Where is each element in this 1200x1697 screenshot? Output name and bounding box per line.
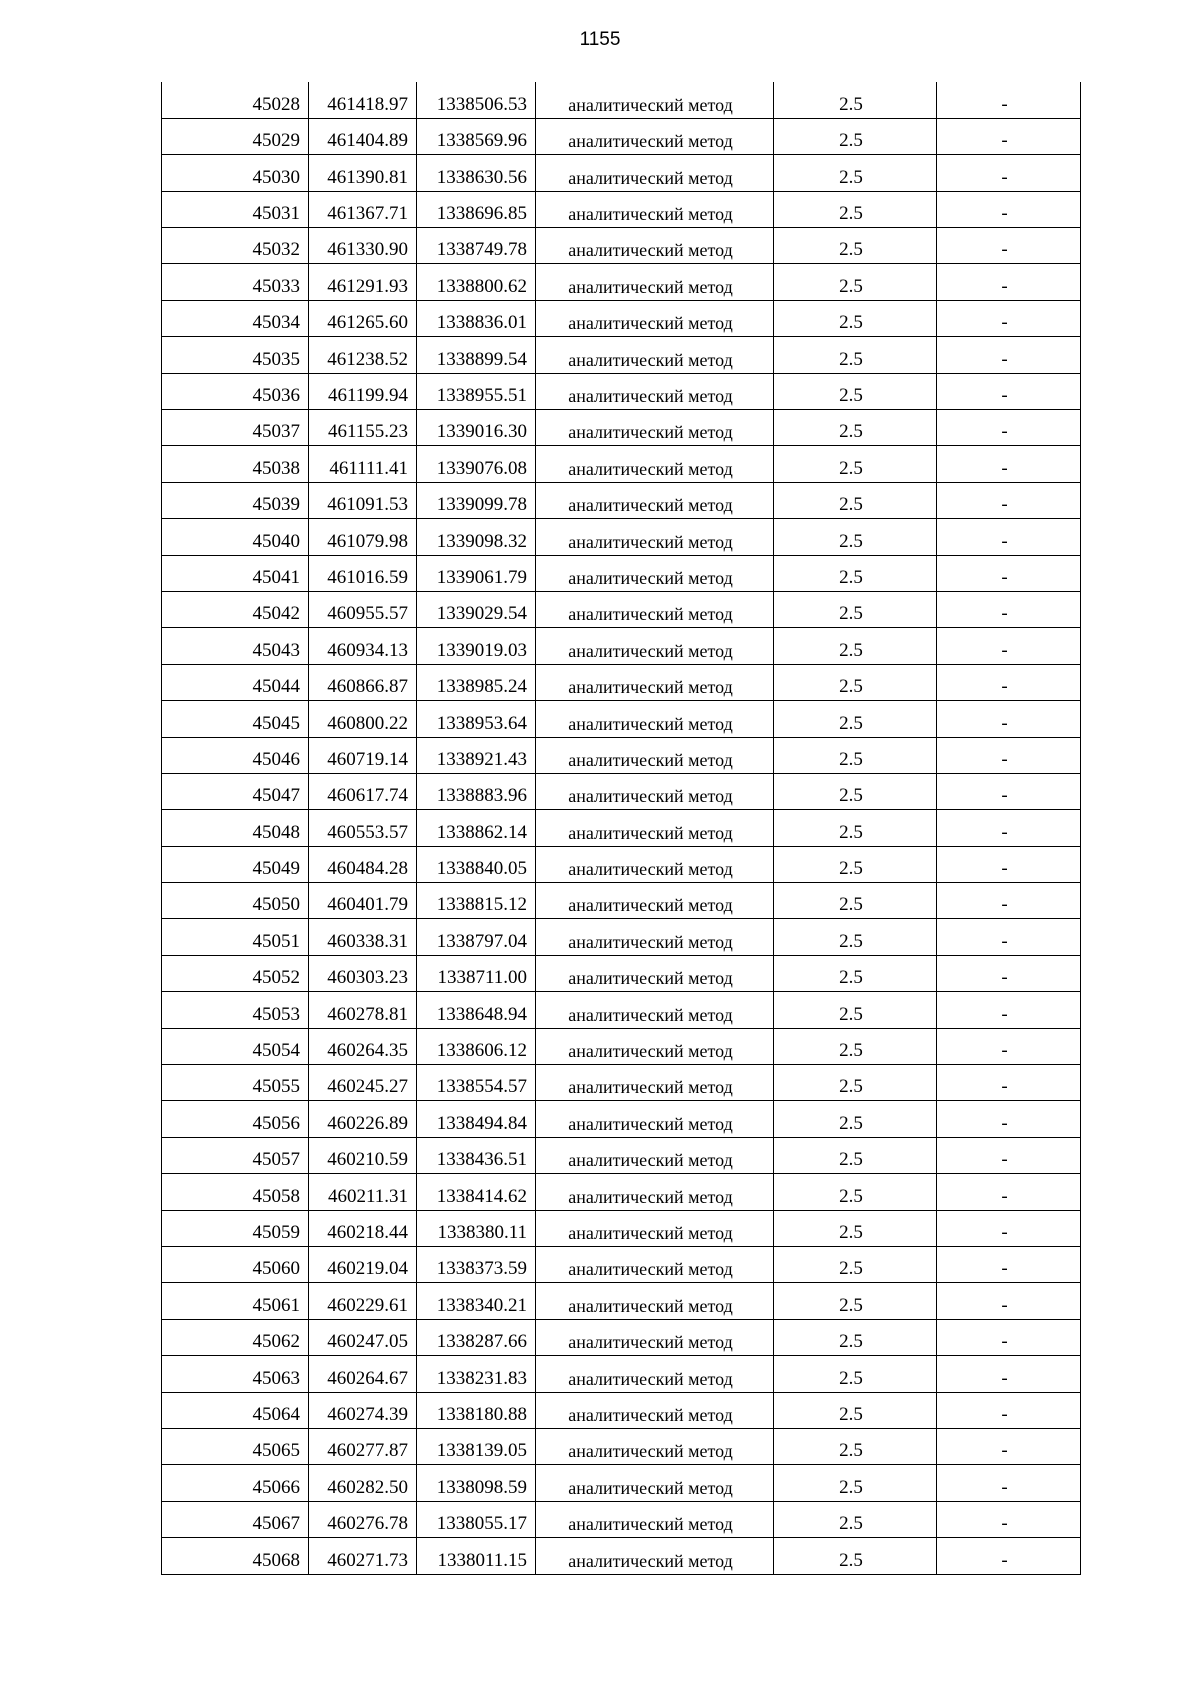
note-cell: - [937,664,1081,700]
y-coordinate-cell: 1338836.01 [417,300,536,336]
accuracy-cell: 2.5 [774,337,937,373]
x-coordinate-cell: 460264.67 [309,1356,417,1392]
table-row [162,228,1081,264]
accuracy-cell: 2.5 [774,1283,937,1319]
accuracy-cell: 2.5 [774,846,937,882]
note-cell: - [937,919,1081,955]
y-coordinate-cell: 1338373.59 [417,1247,536,1283]
y-coordinate-cell: 1338340.21 [417,1283,536,1319]
method-cell: аналитический метод [536,628,774,664]
note-cell: - [937,1319,1081,1355]
method-cell: аналитический метод [536,1356,774,1392]
x-coordinate-cell: 460338.31 [309,919,417,955]
y-coordinate-cell: 1338797.04 [417,919,536,955]
note-cell: - [937,300,1081,336]
x-coordinate-cell: 460276.78 [309,1501,417,1537]
x-coordinate-cell: 460226.89 [309,1101,417,1137]
note-cell: - [937,1028,1081,1064]
note-cell: - [937,810,1081,846]
point-number-cell: 45067 [162,1501,309,1537]
x-coordinate-cell: 460218.44 [309,1210,417,1246]
x-coordinate-cell: 460210.59 [309,1137,417,1173]
method-cell: аналитический метод [536,519,774,555]
point-number-cell: 45032 [162,228,309,264]
y-coordinate-cell: 1338815.12 [417,883,536,919]
table-row [162,628,1081,664]
y-coordinate-cell: 1339076.08 [417,446,536,482]
page-number: 1155 [579,29,621,50]
method-cell: аналитический метод [536,810,774,846]
method-cell: аналитический метод [536,701,774,737]
note-cell: - [937,1538,1081,1574]
point-number-cell: 45065 [162,1428,309,1464]
x-coordinate-cell: 461418.97 [309,82,417,118]
note-cell: - [937,1174,1081,1210]
table-row [162,810,1081,846]
x-coordinate-cell: 461291.93 [309,264,417,300]
x-coordinate-cell: 460278.81 [309,992,417,1028]
y-coordinate-cell: 1339029.54 [417,591,536,627]
accuracy-cell: 2.5 [774,155,937,191]
x-coordinate-cell: 460211.31 [309,1174,417,1210]
x-coordinate-cell: 461367.71 [309,191,417,227]
method-cell: аналитический метод [536,373,774,409]
table-row [162,519,1081,555]
y-coordinate-cell: 1338800.62 [417,264,536,300]
method-cell: аналитический метод [536,955,774,991]
point-number-cell: 45053 [162,992,309,1028]
accuracy-cell: 2.5 [774,1538,937,1574]
accuracy-cell: 2.5 [774,919,937,955]
point-number-cell: 45068 [162,1538,309,1574]
point-number-cell: 45055 [162,1065,309,1101]
accuracy-cell: 2.5 [774,118,937,154]
table-row [162,482,1081,518]
method-cell: аналитический метод [536,482,774,518]
x-coordinate-cell: 460274.39 [309,1392,417,1428]
y-coordinate-cell: 1338606.12 [417,1028,536,1064]
accuracy-cell: 2.5 [774,1356,937,1392]
y-coordinate-cell: 1338711.00 [417,955,536,991]
y-coordinate-cell: 1338554.57 [417,1065,536,1101]
table-row [162,1283,1081,1319]
x-coordinate-cell: 460219.04 [309,1247,417,1283]
point-number-cell: 45041 [162,555,309,591]
table-row [162,1465,1081,1501]
accuracy-cell: 2.5 [774,555,937,591]
y-coordinate-cell: 1339098.32 [417,519,536,555]
x-coordinate-cell: 461330.90 [309,228,417,264]
point-number-cell: 45048 [162,810,309,846]
note-cell: - [937,1392,1081,1428]
accuracy-cell: 2.5 [774,955,937,991]
note-cell: - [937,628,1081,664]
method-cell: аналитический метод [536,555,774,591]
y-coordinate-cell: 1338630.56 [417,155,536,191]
coordinates-table-body [162,82,1081,1574]
y-coordinate-cell: 1338098.59 [417,1465,536,1501]
method-cell: аналитический метод [536,264,774,300]
x-coordinate-cell: 461404.89 [309,118,417,154]
table-row [162,591,1081,627]
note-cell: - [937,446,1081,482]
point-number-cell: 45063 [162,1356,309,1392]
x-coordinate-cell: 461091.53 [309,482,417,518]
point-number-cell: 45030 [162,155,309,191]
point-number-cell: 45038 [162,446,309,482]
x-coordinate-cell: 460484.28 [309,846,417,882]
x-coordinate-cell: 460229.61 [309,1283,417,1319]
note-cell: - [937,955,1081,991]
accuracy-cell: 2.5 [774,1319,937,1355]
method-cell: аналитический метод [536,1065,774,1101]
x-coordinate-cell: 461155.23 [309,410,417,446]
note-cell: - [937,155,1081,191]
x-coordinate-cell: 460303.23 [309,955,417,991]
table-row [162,1028,1081,1064]
note-cell: - [937,846,1081,882]
method-cell: аналитический метод [536,1174,774,1210]
table-row [162,1137,1081,1173]
method-cell: аналитический метод [536,773,774,809]
point-number-cell: 45034 [162,300,309,336]
table-row [162,1065,1081,1101]
coordinates-table [161,82,1081,1575]
method-cell: аналитический метод [536,410,774,446]
note-cell: - [937,992,1081,1028]
table-row [162,955,1081,991]
note-cell: - [937,1283,1081,1319]
table-row [162,555,1081,591]
y-coordinate-cell: 1338985.24 [417,664,536,700]
table-row [162,155,1081,191]
point-number-cell: 45046 [162,737,309,773]
x-coordinate-cell: 461079.98 [309,519,417,555]
point-number-cell: 45033 [162,264,309,300]
table-row [162,264,1081,300]
point-number-cell: 45060 [162,1247,309,1283]
x-coordinate-cell: 461238.52 [309,337,417,373]
method-cell: аналитический метод [536,992,774,1028]
y-coordinate-cell: 1338648.94 [417,992,536,1028]
accuracy-cell: 2.5 [774,737,937,773]
x-coordinate-cell: 460264.35 [309,1028,417,1064]
method-cell: аналитический метод [536,1137,774,1173]
note-cell: - [937,410,1081,446]
table-row [162,446,1081,482]
table-row [162,1319,1081,1355]
point-number-cell: 45062 [162,1319,309,1355]
x-coordinate-cell: 460401.79 [309,883,417,919]
accuracy-cell: 2.5 [774,264,937,300]
table-row [162,337,1081,373]
note-cell: - [937,555,1081,591]
method-cell: аналитический метод [536,1465,774,1501]
method-cell: аналитический метод [536,446,774,482]
point-number-cell: 45051 [162,919,309,955]
accuracy-cell: 2.5 [774,1065,937,1101]
note-cell: - [937,1210,1081,1246]
point-number-cell: 45054 [162,1028,309,1064]
method-cell: аналитический метод [536,191,774,227]
y-coordinate-cell: 1338569.96 [417,118,536,154]
table-row [162,410,1081,446]
note-cell: - [937,1356,1081,1392]
x-coordinate-cell: 460955.57 [309,591,417,627]
table-row [162,1501,1081,1537]
accuracy-cell: 2.5 [774,1210,937,1246]
y-coordinate-cell: 1338749.78 [417,228,536,264]
point-number-cell: 45057 [162,1137,309,1173]
point-number-cell: 45040 [162,519,309,555]
accuracy-cell: 2.5 [774,373,937,409]
y-coordinate-cell: 1338287.66 [417,1319,536,1355]
table-row [162,701,1081,737]
note-cell: - [937,591,1081,627]
point-number-cell: 45042 [162,591,309,627]
note-cell: - [937,1065,1081,1101]
y-coordinate-cell: 1338414.62 [417,1174,536,1210]
note-cell: - [937,773,1081,809]
table-row [162,300,1081,336]
method-cell: аналитический метод [536,919,774,955]
table-row [162,118,1081,154]
note-cell: - [937,883,1081,919]
x-coordinate-cell: 460617.74 [309,773,417,809]
accuracy-cell: 2.5 [774,228,937,264]
table-row [162,846,1081,882]
accuracy-cell: 2.5 [774,446,937,482]
method-cell: аналитический метод [536,737,774,773]
y-coordinate-cell: 1338862.14 [417,810,536,846]
accuracy-cell: 2.5 [774,628,937,664]
note-cell: - [937,264,1081,300]
accuracy-cell: 2.5 [774,1101,937,1137]
point-number-cell: 45064 [162,1392,309,1428]
point-number-cell: 45066 [162,1465,309,1501]
x-coordinate-cell: 461265.60 [309,300,417,336]
accuracy-cell: 2.5 [774,1028,937,1064]
note-cell: - [937,1428,1081,1464]
accuracy-cell: 2.5 [774,1392,937,1428]
note-cell: - [937,337,1081,373]
note-cell: - [937,1501,1081,1537]
accuracy-cell: 2.5 [774,810,937,846]
table-row [162,1174,1081,1210]
method-cell: аналитический метод [536,300,774,336]
y-coordinate-cell: 1339061.79 [417,555,536,591]
method-cell: аналитический метод [536,591,774,627]
point-number-cell: 45044 [162,664,309,700]
accuracy-cell: 2.5 [774,701,937,737]
y-coordinate-cell: 1338899.54 [417,337,536,373]
y-coordinate-cell: 1338231.83 [417,1356,536,1392]
y-coordinate-cell: 1338955.51 [417,373,536,409]
note-cell: - [937,737,1081,773]
accuracy-cell: 2.5 [774,410,937,446]
y-coordinate-cell: 1338506.53 [417,82,536,118]
point-number-cell: 45037 [162,410,309,446]
note-cell: - [937,701,1081,737]
x-coordinate-cell: 460245.27 [309,1065,417,1101]
point-number-cell: 45047 [162,773,309,809]
point-number-cell: 45035 [162,337,309,373]
accuracy-cell: 2.5 [774,883,937,919]
x-coordinate-cell: 460282.50 [309,1465,417,1501]
point-number-cell: 45031 [162,191,309,227]
x-coordinate-cell: 461016.59 [309,555,417,591]
accuracy-cell: 2.5 [774,1174,937,1210]
y-coordinate-cell: 1338883.96 [417,773,536,809]
point-number-cell: 45061 [162,1283,309,1319]
point-number-cell: 45043 [162,628,309,664]
x-coordinate-cell: 461199.94 [309,373,417,409]
method-cell: аналитический метод [536,228,774,264]
x-coordinate-cell: 460866.87 [309,664,417,700]
note-cell: - [937,191,1081,227]
x-coordinate-cell: 460719.14 [309,737,417,773]
accuracy-cell: 2.5 [774,191,937,227]
accuracy-cell: 2.5 [774,664,937,700]
x-coordinate-cell: 460553.57 [309,810,417,846]
table-row [162,1101,1081,1137]
note-cell: - [937,373,1081,409]
table-row [162,737,1081,773]
method-cell: аналитический метод [536,155,774,191]
y-coordinate-cell: 1338921.43 [417,737,536,773]
y-coordinate-cell: 1339016.30 [417,410,536,446]
method-cell: аналитический метод [536,883,774,919]
note-cell: - [937,1137,1081,1173]
point-number-cell: 45045 [162,701,309,737]
table-row [162,373,1081,409]
method-cell: аналитический метод [536,1210,774,1246]
accuracy-cell: 2.5 [774,992,937,1028]
y-coordinate-cell: 1338696.85 [417,191,536,227]
accuracy-cell: 2.5 [774,1428,937,1464]
method-cell: аналитический метод [536,1538,774,1574]
table-row [162,1247,1081,1283]
method-cell: аналитический метод [536,1319,774,1355]
table-row [162,664,1081,700]
method-cell: аналитический метод [536,1501,774,1537]
x-coordinate-cell: 461390.81 [309,155,417,191]
table-row [162,1210,1081,1246]
note-cell: - [937,1465,1081,1501]
accuracy-cell: 2.5 [774,773,937,809]
point-number-cell: 45028 [162,82,309,118]
method-cell: аналитический метод [536,118,774,154]
point-number-cell: 45058 [162,1174,309,1210]
table-row [162,1392,1081,1428]
accuracy-cell: 2.5 [774,1247,937,1283]
accuracy-cell: 2.5 [774,1465,937,1501]
method-cell: аналитический метод [536,846,774,882]
accuracy-cell: 2.5 [774,519,937,555]
x-coordinate-cell: 460247.05 [309,1319,417,1355]
note-cell: - [937,519,1081,555]
note-cell: - [937,482,1081,518]
note-cell: - [937,118,1081,154]
table-row [162,883,1081,919]
accuracy-cell: 2.5 [774,1137,937,1173]
method-cell: аналитический метод [536,664,774,700]
method-cell: аналитический метод [536,1028,774,1064]
method-cell: аналитический метод [536,1247,774,1283]
y-coordinate-cell: 1338380.11 [417,1210,536,1246]
table-row [162,1356,1081,1392]
accuracy-cell: 2.5 [774,482,937,518]
point-number-cell: 45049 [162,846,309,882]
method-cell: аналитический метод [536,337,774,373]
accuracy-cell: 2.5 [774,300,937,336]
note-cell: - [937,82,1081,118]
point-number-cell: 45056 [162,1101,309,1137]
accuracy-cell: 2.5 [774,591,937,627]
accuracy-cell: 2.5 [774,82,937,118]
table-row [162,992,1081,1028]
y-coordinate-cell: 1338494.84 [417,1101,536,1137]
x-coordinate-cell: 460271.73 [309,1538,417,1574]
x-coordinate-cell: 461111.41 [309,446,417,482]
point-number-cell: 45036 [162,373,309,409]
point-number-cell: 45059 [162,1210,309,1246]
point-number-cell: 45029 [162,118,309,154]
table-row [162,191,1081,227]
y-coordinate-cell: 1338055.17 [417,1501,536,1537]
accuracy-cell: 2.5 [774,1501,937,1537]
y-coordinate-cell: 1339099.78 [417,482,536,518]
note-cell: - [937,1247,1081,1283]
table-row [162,82,1081,118]
x-coordinate-cell: 460800.22 [309,701,417,737]
method-cell: аналитический метод [536,1283,774,1319]
method-cell: аналитический метод [536,82,774,118]
table-row [162,1538,1081,1574]
table-row [162,1428,1081,1464]
table-row [162,773,1081,809]
y-coordinate-cell: 1338011.15 [417,1538,536,1574]
table-row [162,919,1081,955]
x-coordinate-cell: 460277.87 [309,1428,417,1464]
y-coordinate-cell: 1338139.05 [417,1428,536,1464]
y-coordinate-cell: 1338436.51 [417,1137,536,1173]
x-coordinate-cell: 460934.13 [309,628,417,664]
point-number-cell: 45052 [162,955,309,991]
y-coordinate-cell: 1338180.88 [417,1392,536,1428]
y-coordinate-cell: 1339019.03 [417,628,536,664]
y-coordinate-cell: 1338953.64 [417,701,536,737]
method-cell: аналитический метод [536,1101,774,1137]
point-number-cell: 45039 [162,482,309,518]
point-number-cell: 45050 [162,883,309,919]
note-cell: - [937,228,1081,264]
method-cell: аналитический метод [536,1428,774,1464]
y-coordinate-cell: 1338840.05 [417,846,536,882]
method-cell: аналитический метод [536,1392,774,1428]
note-cell: - [937,1101,1081,1137]
